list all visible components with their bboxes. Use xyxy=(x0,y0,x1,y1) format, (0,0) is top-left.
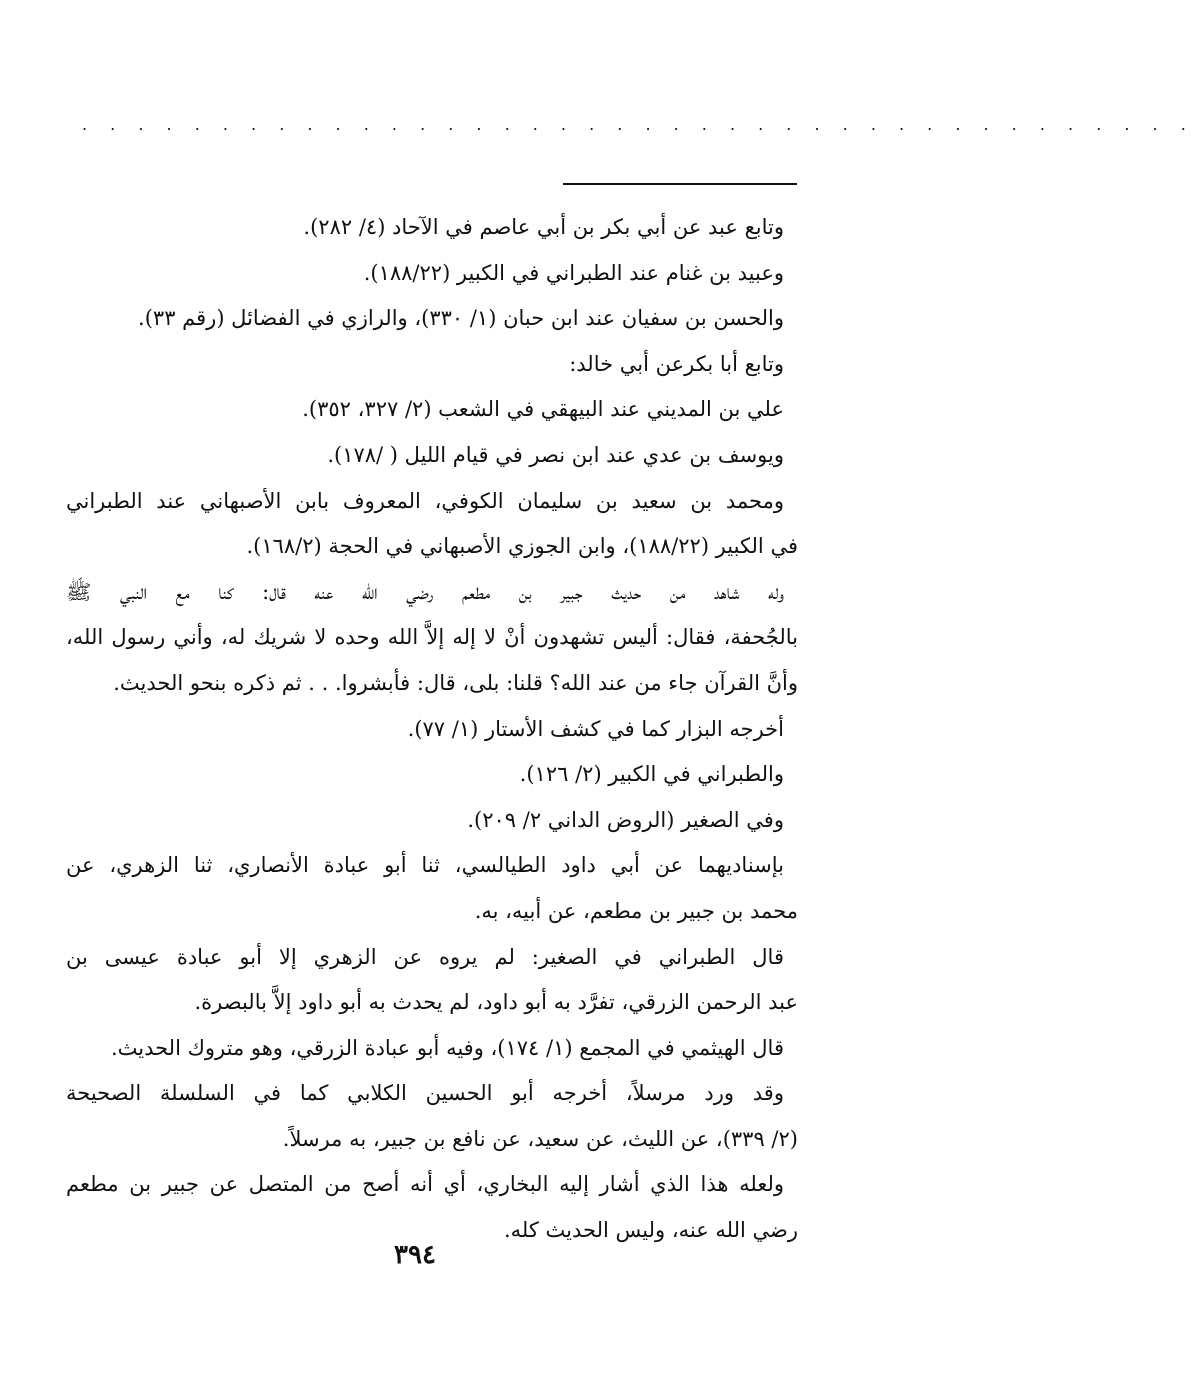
text-line: وعبيد بن غنام عند الطبراني في الكبير (١٨٨/٢٢). xyxy=(363,260,784,285)
footnote-rule xyxy=(563,183,797,185)
text-line: وتابع أبا بكرعن أبي خالد: xyxy=(569,351,784,376)
text-line: قال الهيثمي في المجمع (١/ ١٧٤)، وفيه أبو عبادة الزرقي، وهو متروك الحديث. xyxy=(110,1035,784,1060)
text-line: والحسن بن سفيان عند ابن حبان (١/ ٣٣٠)، والرازي في الفضائل (رقم ٣٣). xyxy=(138,306,784,331)
text-line: والطبراني في الكبير (٢/ ١٢٦). xyxy=(519,762,784,787)
text-line: علي بن المديني عند البيهقي في الشعب (٢/ ٣٢٧، ٣٥٢). xyxy=(302,397,784,422)
text-line: ولعله هذا الذي أشار إليه البخاري، أي أنه أصح من المتصل عن جبير بن مطعم xyxy=(66,1172,784,1197)
text-line: (٢/ ٣٣٩)، عن الليث، عن سعيد، عن نافع بن جبير، به مرسلاً. xyxy=(282,1126,798,1151)
text-line: محمد بن جبير بن مطعم، عن أبيه، به. xyxy=(474,898,798,923)
text-line: أخرجه البزار كما في كشف الأستار (١/ ٧٧). xyxy=(407,716,784,741)
text-line: عبد الرحمن الزرقي، تفرَّد به أبو داود، لم يحدث به أبو داود إلاَّ بالبصرة. xyxy=(194,990,798,1015)
text-line: ومحمد بن سعيد بن سليمان الكوفي، المعروف بابن الأصبهاني عند الطبراني xyxy=(66,488,784,513)
separator-dots: . . . . . . . . . . . . . . . . . . . . . . . . . . . . . . . . . . . . . . . . xyxy=(82,115,1195,134)
text-line: وتابع عبد عن أبي بكر بن أبي عاصم في الآحاد (٤/ ٢٨٢). xyxy=(303,215,784,239)
text-line: وله شاهد من حديث جبير بن مطعم رضي الله عنه قال: كنا مع النبي ﷺ xyxy=(66,579,784,604)
text-line: بإسناديهما عن أبي داود الطيالسي، ثنا أبو عبادة الأنصاري، ثنا الزهري، عن xyxy=(66,853,784,878)
text-line: وقد ورد مرسلاً، أخرجه أبو الحسين الكلابي كما في السلسلة الصحيحة xyxy=(66,1081,784,1106)
text-line: في الكبير (١٨٨/٢٢)، وابن الجوزي الأصبهاني في الحجة (١٦٨/٢). xyxy=(246,534,798,559)
text-line: رضي الله عنه، وليس الحديث كله. xyxy=(503,1218,798,1243)
page-body xyxy=(66,205,798,1254)
page-number: ٣٩٤ xyxy=(394,1240,436,1270)
text-line: قال الطبراني في الصغير: لم يروه عن الزهري إلا أبو عبادة عيسى بن xyxy=(66,944,784,969)
text-line: بالجُحفة، فقال: أليس تشهدون أنْ لا إله إلاَّ الله وحده لا شريك له، وأني رسول الله، xyxy=(66,625,798,650)
text-line: وفي الصغير (الروض الداني ٢/ ٢٠٩). xyxy=(467,807,784,832)
text-line: وأنَّ القرآن جاء من عند الله؟ قلنا: بلى، قال: فأبشروا. . . ثم ذكره بنحو الحديث. xyxy=(113,670,798,695)
text-line: ويوسف بن عدي عند ابن نصر في قيام الليل ( /١٧٨). xyxy=(327,442,784,467)
